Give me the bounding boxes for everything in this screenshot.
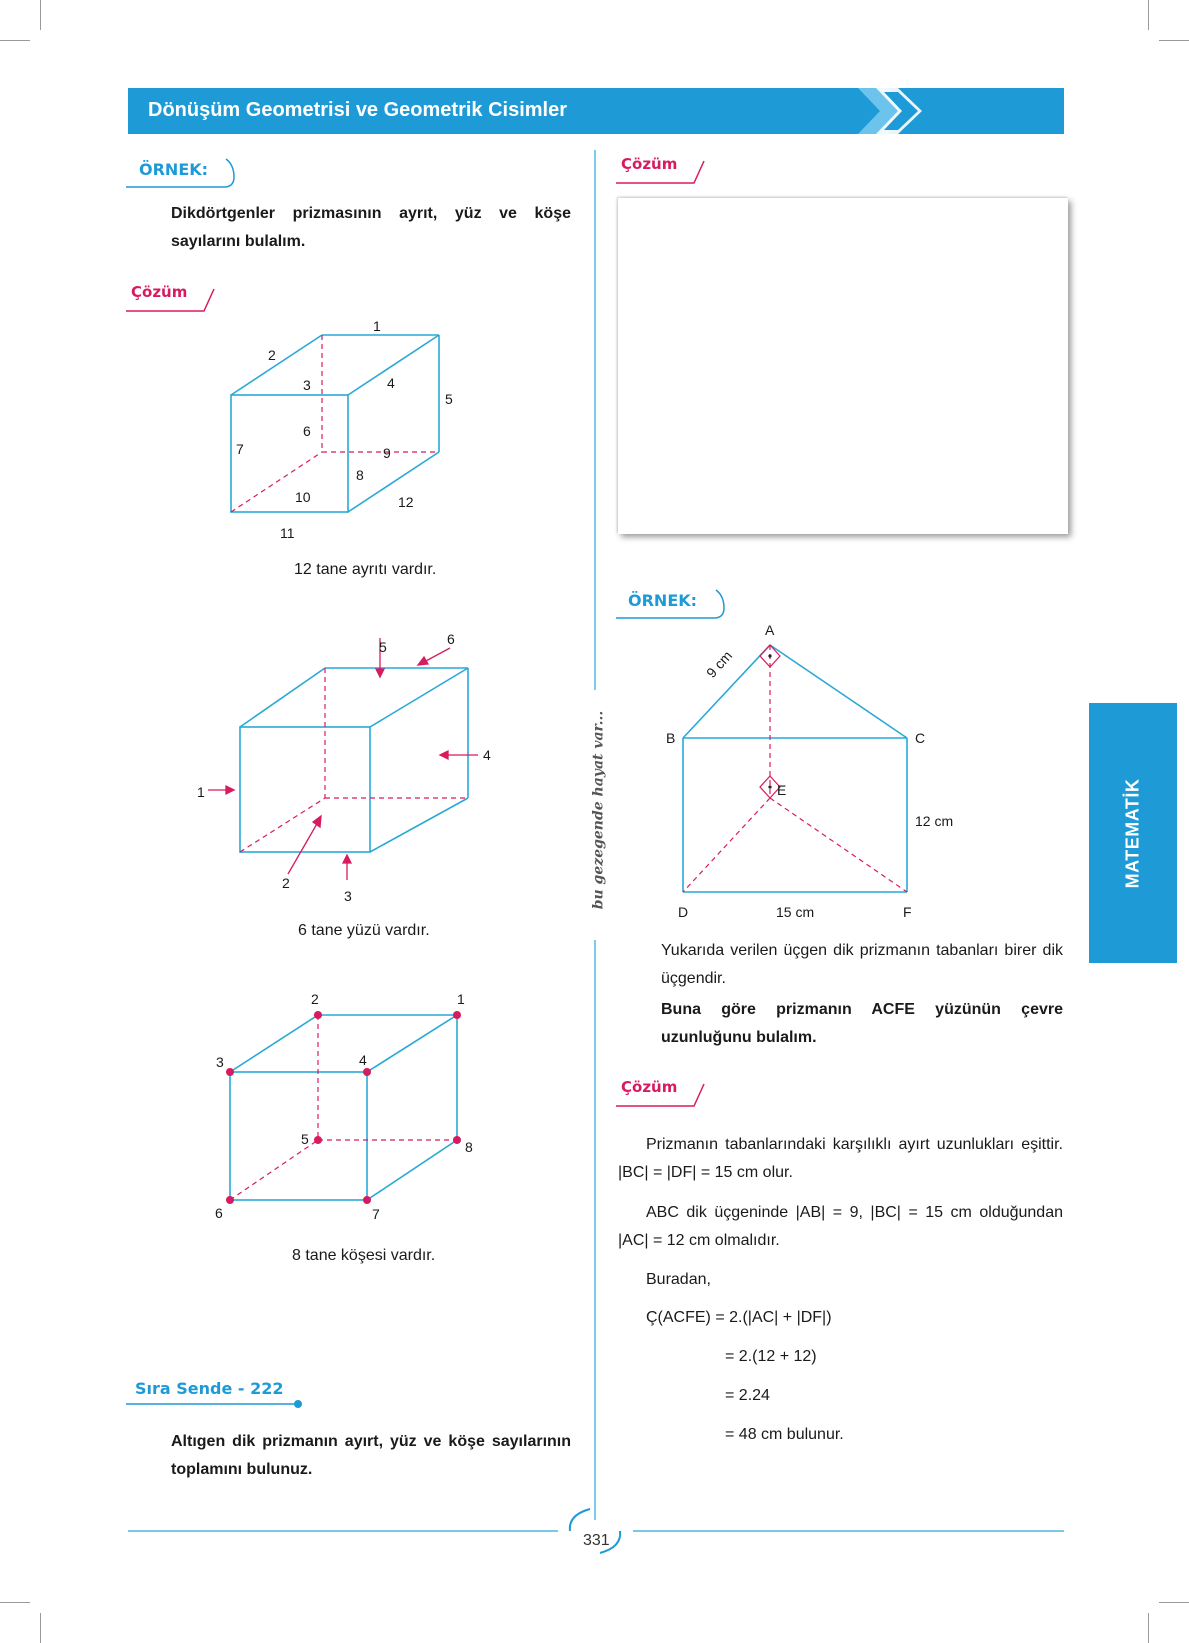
prism-length-ab: 9 cm: [703, 647, 736, 681]
ornek-label: ÖRNEK:: [139, 160, 209, 179]
cube-edge: [370, 668, 468, 727]
cozum-label-right-decoration: [616, 1080, 706, 1110]
fig1-caption: 12 tane ayrıtı vardır.: [294, 561, 437, 578]
vertex-dot: [314, 1136, 322, 1144]
page-number: 331: [583, 1532, 610, 1549]
edge-number: 12: [398, 494, 414, 510]
face-arrow-head: [313, 816, 321, 827]
face-arrow-head: [440, 751, 448, 759]
edge-number: 6: [303, 423, 311, 439]
face-arrow: [424, 648, 450, 662]
vertex-dot: [226, 1068, 234, 1076]
cube-edge: [370, 798, 468, 852]
crop-mark: [40, 0, 41, 30]
edge-number: 9: [383, 445, 391, 461]
edge-number: 8: [356, 467, 364, 483]
prism-label-f: F: [903, 904, 912, 920]
ornek-text: Dikdörtgenler prizmasının ayrıt, yüz ve köşe sayılarını bulalım.: [171, 205, 571, 250]
edge-number: 1: [373, 318, 381, 334]
ornek-label-right-decoration: [616, 586, 728, 622]
cube-edge: [230, 1015, 318, 1072]
page-title: Dönüşüm Geometrisi ve Geometrik Cisimler: [148, 99, 568, 121]
vertex-dot: [453, 1136, 461, 1144]
vertex-number: 1: [457, 991, 465, 1007]
prism-hidden-ed: [683, 798, 770, 892]
solution-eq1: Ç(ACFE) = 2.(|AC| + |DF|): [646, 1309, 832, 1326]
answer-box[interactable]: [618, 198, 1068, 534]
prism-length-cf: 12 cm: [915, 813, 954, 829]
solution-p3: Buradan,: [646, 1271, 711, 1288]
vertex-number: 6: [215, 1205, 223, 1221]
crop-mark: [0, 40, 30, 41]
vertex-dot: [314, 1011, 322, 1019]
prism-label-d: D: [678, 904, 689, 920]
vertex-dot: [226, 1196, 234, 1204]
vertex-number: 7: [372, 1206, 380, 1222]
side-tab-label: MATEMATİK: [1122, 778, 1143, 888]
edge-number: 2: [268, 347, 276, 363]
prism-hidden-ef: [770, 798, 907, 892]
slogan-wrap: [582, 700, 614, 920]
cube-hidden-edge: [230, 1140, 318, 1200]
face-number: 2: [282, 875, 290, 891]
face-number: 6: [447, 631, 455, 647]
face-arrow-head: [376, 669, 384, 677]
cozum-label: Çözüm: [131, 283, 188, 301]
fig2-caption: 6 tane yüzü vardır.: [298, 922, 430, 939]
solution-eq3: = 2.24: [725, 1387, 770, 1404]
face-number: 5: [379, 639, 387, 655]
edge-number: 7: [236, 441, 244, 457]
sira-sende-text: Altıgen dik prizmanın ayırt, yüz ve köşe sayılarının toplamını bulunuz.: [171, 1433, 571, 1478]
cube-edge: [367, 1140, 457, 1200]
face-number: 1: [197, 784, 205, 800]
cube-vertices-figure: [220, 1005, 470, 1205]
cube-edges-figure: [228, 330, 448, 530]
ornek-right-question: Buna göre prizmanın ACFE yüzünün çevre uzunluğunu bulalım.: [661, 1001, 1063, 1046]
face-number: 3: [344, 888, 352, 904]
vertex-dot: [453, 1011, 461, 1019]
crop-mark: [1148, 1613, 1149, 1643]
cozum-label-decoration: [126, 285, 216, 315]
sira-sende-label: Sıra Sende - 222: [135, 1379, 284, 1398]
solution-eq2: = 2.(12 + 12): [725, 1348, 817, 1365]
vertex-dot: [363, 1196, 371, 1204]
vertex-number: 4: [359, 1052, 367, 1068]
edge-number: 11: [280, 525, 295, 541]
cube-front-face: [230, 1072, 367, 1200]
prism-length-df: 15 cm: [776, 904, 815, 920]
face-number: 4: [483, 747, 491, 763]
prism-label-b: B: [666, 730, 676, 746]
edge-number: 10: [295, 489, 311, 505]
crop-mark: [1159, 1602, 1189, 1603]
edge-number: 5: [445, 391, 453, 407]
cube-front-face: [231, 395, 348, 512]
prism-edge-ac: [770, 645, 907, 738]
vertex-number: 8: [465, 1139, 473, 1155]
crop-mark: [1159, 40, 1189, 41]
triangular-prism-figure: [660, 630, 920, 910]
face-arrow-head: [418, 657, 428, 665]
vertex-dot: [363, 1068, 371, 1076]
edge-number: 3: [303, 377, 311, 393]
face-arrow-head: [226, 786, 234, 794]
prism-label-c: C: [915, 730, 926, 746]
solution-p2: ABC dik üçgeninde |AB| = 9, |BC| = 15 cm olduğundan |AC| = 12 cm olmalıdır.: [618, 1204, 1063, 1249]
cozum-label-top-decoration: [616, 157, 706, 187]
edge-number: 4: [387, 375, 395, 391]
vertex-number: 5: [301, 1131, 309, 1147]
cube-front-face: [240, 727, 370, 852]
cube-edge: [240, 668, 325, 727]
solution-p1: Prizmanın tabanlarındaki karşılıklı ayırt uzunlukları eşittir. |BC| = |DF| = 15 cm olur.: [618, 1136, 1063, 1181]
prism-label-a: A: [765, 622, 775, 638]
face-arrow: [288, 822, 318, 874]
ornek-right-text: Yukarıda verilen üçgen dik prizmanın tabanları birer dik üçgendir.: [661, 942, 1063, 987]
slogan: bu gezegende hayat var...: [590, 710, 606, 910]
prism-label-e: E: [777, 782, 787, 798]
ornek-label-right: ÖRNEK:: [628, 591, 698, 610]
header-chevron-icon: [858, 86, 928, 136]
vertex-number: 3: [216, 1054, 224, 1070]
crop-mark: [1148, 0, 1149, 30]
cube-hidden-edge: [240, 798, 325, 852]
cozum-label-right: Çözüm: [621, 1078, 678, 1096]
sira-sende-underline: [126, 1395, 306, 1415]
crop-mark: [40, 1613, 41, 1643]
cube-faces-figure: [190, 630, 490, 880]
side-tab-label-wrap: [1089, 703, 1177, 963]
face-arrow-head: [343, 855, 351, 863]
cozum-label-top: Çözüm: [621, 155, 678, 173]
crop-mark: [0, 1602, 30, 1603]
fig3-caption: 8 tane köşesi vardır.: [292, 1247, 436, 1264]
ornek-label-decoration: [126, 155, 238, 191]
cube-edge: [367, 1015, 457, 1072]
vertex-number: 2: [311, 991, 319, 1007]
solution-eq4: = 48 cm bulunur.: [725, 1426, 844, 1443]
